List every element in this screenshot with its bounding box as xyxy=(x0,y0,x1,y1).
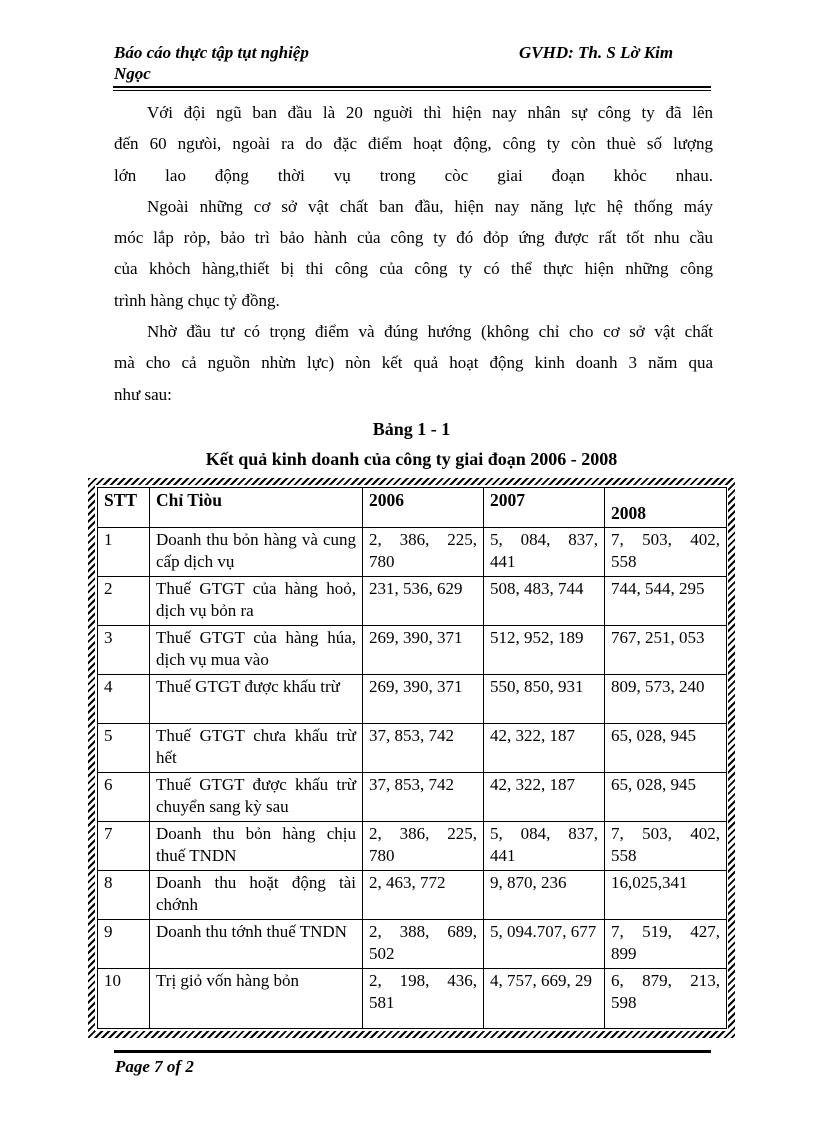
row-stt: 4 xyxy=(98,675,150,724)
page-number: Page 7 of 2 xyxy=(115,1057,194,1076)
paragraph-line: đến 60 ngưòi, ngoài ra do đặc điểm hoạt động, công ty còn thuè số lượng xyxy=(114,134,713,154)
row-label: Thuế GTGT của hàng húa, dịch vụ mua vào xyxy=(150,626,363,675)
paragraph-line: Ngoài những cơ sở vật chất ban đầu, hiện nay năng lực hệ thống máy xyxy=(147,196,713,216)
cell-2006: 269, 390, 371 xyxy=(363,626,484,675)
cell-2007: 9, 870, 236 xyxy=(484,871,605,920)
table-header-row xyxy=(98,488,727,528)
cell-2007: 42, 322, 187 xyxy=(484,773,605,822)
cell-2007: 5, 094.707, 677 xyxy=(484,920,605,969)
table-row xyxy=(98,724,727,773)
col-header-chi-tieu: Chỉ Tiòu xyxy=(150,488,363,528)
cell-2006: 269, 390, 371 xyxy=(363,675,484,724)
paragraph-line: Với đội ngũ ban đầu là 20 nguời thì hiện nay nhân sự công ty đã lên xyxy=(147,103,713,122)
paragraph-line: Nhờ đầu tư có trọng điểm và đúng hướng (không chỉ cho cơ sở vật chất xyxy=(147,322,713,342)
cell-2006: 2, 386, 225, 780 xyxy=(363,528,484,577)
cell-2008: 6, 879, 213, 598 xyxy=(605,969,727,1029)
paragraph-line: lớn lao động thời vụ trong còc giai đoạn khỏc nhau. xyxy=(114,165,713,185)
col-header-2007: 2007 xyxy=(484,488,605,528)
cell-2008: 809, 573, 240 xyxy=(605,675,727,724)
col-header-2008: 2008 xyxy=(605,488,727,528)
row-stt: 2 xyxy=(98,577,150,626)
cell-2007: 5, 084, 837, 441 xyxy=(484,528,605,577)
cell-2008: 7, 503, 402, 558 xyxy=(605,822,727,871)
header-left xyxy=(114,42,514,84)
cell-2008: 767, 251, 053 xyxy=(605,626,727,675)
results-table-border xyxy=(88,478,735,1038)
row-label: Thuế GTGT chưa khấu trừ hết xyxy=(150,724,363,773)
table-row xyxy=(98,871,727,920)
row-label: Doanh thu hoặt động tài chớnh xyxy=(150,871,363,920)
row-stt: 7 xyxy=(98,822,150,871)
table-row xyxy=(98,577,727,626)
paragraph-line: trình hàng chục tỷ đồng. xyxy=(114,290,280,310)
cell-2008: 7, 503, 402, 558 xyxy=(605,528,727,577)
paragraph-line: mà cho cả nguồn nhừn lực) nòn kết quả hoạt động kinh doanh 3 năm qua xyxy=(114,353,713,373)
cell-2008: 16,025,341 xyxy=(605,871,727,920)
table-number-title: Bảng 1 - 1 xyxy=(372,419,451,439)
results-table-inner xyxy=(95,485,728,1031)
cell-2006: 2, 386, 225, 780 xyxy=(363,822,484,871)
table-row xyxy=(98,920,727,969)
cell-2007: 550, 850, 931 xyxy=(484,675,605,724)
cell-2006: 231, 536, 629 xyxy=(363,577,484,626)
row-label: Trị giỏ vốn hàng bỏn xyxy=(150,969,363,1029)
table-row xyxy=(98,773,727,822)
row-stt: 1 xyxy=(98,528,150,577)
paragraph-line: móc lắp rỏp, bảo trì bảo hành của công ty đó đỏp ứng được rất tốt nhu cầu xyxy=(114,228,713,248)
row-stt: 3 xyxy=(98,626,150,675)
paragraph-line: như sau: xyxy=(114,384,172,404)
cell-2006: 2, 463, 772 xyxy=(363,871,484,920)
table-row xyxy=(98,675,727,724)
paragraph-line: của khỏch hàng,thiết bị thi công của công ty có thể thực hiện những công xyxy=(114,259,713,279)
row-label: Doanh thu tớnh thuế TNDN xyxy=(150,920,363,969)
footer-rule xyxy=(114,1050,711,1053)
row-label: Doanh thu bỏn hàng chịu thuế TNDN xyxy=(150,822,363,871)
cell-2007: 512, 952, 189 xyxy=(484,626,605,675)
cell-2008: 7, 519, 427, 899 xyxy=(605,920,727,969)
cell-2007: 4, 757, 669, 29 xyxy=(484,969,605,1029)
row-stt: 8 xyxy=(98,871,150,920)
results-table xyxy=(97,487,727,1029)
row-stt: 9 xyxy=(98,920,150,969)
col-header-stt: STT xyxy=(98,488,150,528)
cell-2008: 65, 028, 945 xyxy=(605,773,727,822)
cell-2006: 2, 388, 689, 502 xyxy=(363,920,484,969)
body-text xyxy=(114,97,713,410)
table-subtitle: Kết quả kinh doanh của công ty giai đoạn 2006 - 2008 xyxy=(205,449,618,469)
cell-2006: 2, 198, 436, 581 xyxy=(363,969,484,1029)
cell-2007: 42, 322, 187 xyxy=(484,724,605,773)
table-row xyxy=(98,626,727,675)
row-stt: 6 xyxy=(98,773,150,822)
cell-2006: 37, 853, 742 xyxy=(363,773,484,822)
row-label: Thuế GTGT được khấu trừ chuyển sang kỳ sau xyxy=(150,773,363,822)
table-row xyxy=(98,528,727,577)
header-rule xyxy=(113,86,711,91)
cell-2006: 37, 853, 742 xyxy=(363,724,484,773)
header-report-title-line2: Ngọc xyxy=(114,64,151,83)
row-label: Doanh thu bỏn hàng và cung cấp dịch vụ xyxy=(150,528,363,577)
table-row xyxy=(98,969,727,1029)
cell-2007: 508, 483, 744 xyxy=(484,577,605,626)
row-stt: 5 xyxy=(98,724,150,773)
row-label: Thuế GTGT được khấu trừ xyxy=(150,675,363,724)
row-stt: 10 xyxy=(98,969,150,1029)
cell-2008: 744, 544, 295 xyxy=(605,577,727,626)
cell-2007: 5, 084, 837, 441 xyxy=(484,822,605,871)
table-row xyxy=(98,822,727,871)
header-advisor: GVHD: Th. S Lờ Kim xyxy=(519,43,674,62)
header-report-title: Báo cáo thực tập tụt nghiệp xyxy=(114,43,309,62)
row-label: Thuế GTGT của hàng hoỏ, dịch vụ bỏn ra xyxy=(150,577,363,626)
col-header-2006: 2006 xyxy=(363,488,484,528)
cell-2008: 65, 028, 945 xyxy=(605,724,727,773)
